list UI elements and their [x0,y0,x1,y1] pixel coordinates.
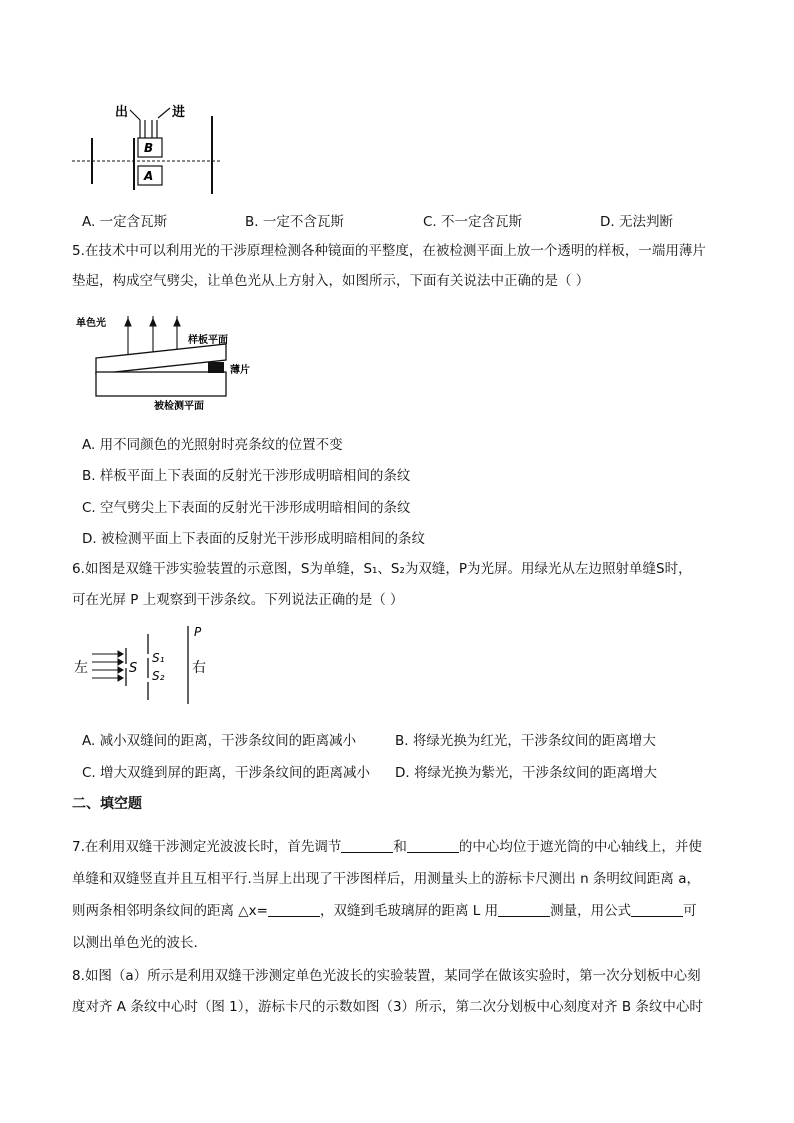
q6-option-c[interactable]: C. 增大双缝到屏的距离，干涉条纹间的距离减小 [82,765,371,781]
left-label: 左 [74,660,88,676]
single-slit-label: S [129,661,138,676]
screen-p-label: P [194,625,202,639]
q7-blank-2[interactable] [407,838,459,853]
section-title: 二、填空题 [72,796,142,812]
q6-stem-line1: 6.如图是双缝干涉实验装置的示意图，S为单缝，S₁、S₂为双缝，P为光屏。用绿光从左边照射单缝S时， [72,561,692,577]
q7-line4: 以测出单色光的波长. [72,935,198,951]
box-b-label: B [144,141,154,155]
air-wedge-figure [76,312,256,414]
q5-option-d[interactable]: D. 被检测平面上下表面的反射光干涉形成明暗相间的条纹 [82,531,425,547]
right-label: 右 [192,660,206,676]
q7-blank-1[interactable] [341,838,393,853]
q6-stem-line2: 可在光屏 P 上观察到干涉条纹。下列说法正确的是（ ） [72,592,404,608]
q7-blank-3[interactable] [268,902,320,917]
q8-line1: 8.如图（a）所示是利用双缝干涉测定单色光波长的实验装置，某同学在做该实验时，第一次分划板中心刻 [72,968,701,984]
q8-line2: 度对齐 A 条纹中心时（图 1），游标卡尺的示数如图（3）所示，第二次分划板中心刻度对齐 B 条纹中心时 [72,999,703,1015]
q4-option-d[interactable]: D. 无法判断 [600,214,673,230]
q6-option-a[interactable]: A. 减小双缝间的距离，干涉条纹间的距离减小 [82,733,357,749]
q5-option-c[interactable]: C. 空气劈尖上下表面的反射光干涉形成明暗相间的条纹 [82,500,411,516]
q6-option-d[interactable]: D. 将绿光换为紫光，干涉条纹间的距离增大 [395,765,657,781]
out-label: 出 [115,105,129,120]
slit-s1-label: S₁ [152,651,165,665]
q4-option-a[interactable]: A. 一定含瓦斯 [82,214,168,230]
q7-blank-4[interactable] [498,902,550,917]
q7-blank-5[interactable] [631,902,683,917]
slit-s2-label: S₂ [152,669,165,683]
q6-option-b[interactable]: B. 将绿光换为红光，干涉条纹间的距离增大 [395,733,656,749]
in-label: 进 [172,105,186,120]
tested-surface-label: 被检测平面 [154,401,204,412]
q7-line3: 则两条相邻明条纹间的距离 △x= ，双缝到毛玻璃屏的距离 L 用 测量，用公式 可 [72,903,697,919]
gas-detector-figure [72,98,222,198]
q7-line1: 7.在利用双缝干涉测定光波波长时，首先调节 和 的中心均位于遮光筒的中心轴线上，并使 [72,839,702,855]
q5-option-a[interactable]: A. 用不同颜色的光照射时亮条纹的位置不变 [82,437,343,453]
sample-plate-label: 样板平面 [188,335,228,346]
q5-option-b[interactable]: B. 样板平面上下表面的反射光干涉形成明暗相间的条纹 [82,468,411,484]
q4-option-b[interactable]: B. 一定不含瓦斯 [245,214,344,230]
q7-line2: 单缝和双缝竖直并且互相平行.当屏上出现了干涉图样后，用测量头上的游标卡尺测出 n 条明纹间距离 a， [72,871,700,887]
box-a-label: A [144,169,154,183]
double-slit-figure [74,622,224,706]
light-label: 单色光 [76,318,106,329]
shim-label: 薄片 [230,365,250,376]
q4-option-c[interactable]: C. 不一定含瓦斯 [423,214,523,230]
q5-stem-line1: 5.在技术中可以利用光的干涉原理检测各种镜面的平整度，在被检测平面上放一个透明的样板，一端用薄片 [72,243,706,259]
q5-stem-line2: 垫起，构成空气劈尖，让单色光从上方射入，如图所示，下面有关说法中正确的是（ ） [72,273,590,289]
